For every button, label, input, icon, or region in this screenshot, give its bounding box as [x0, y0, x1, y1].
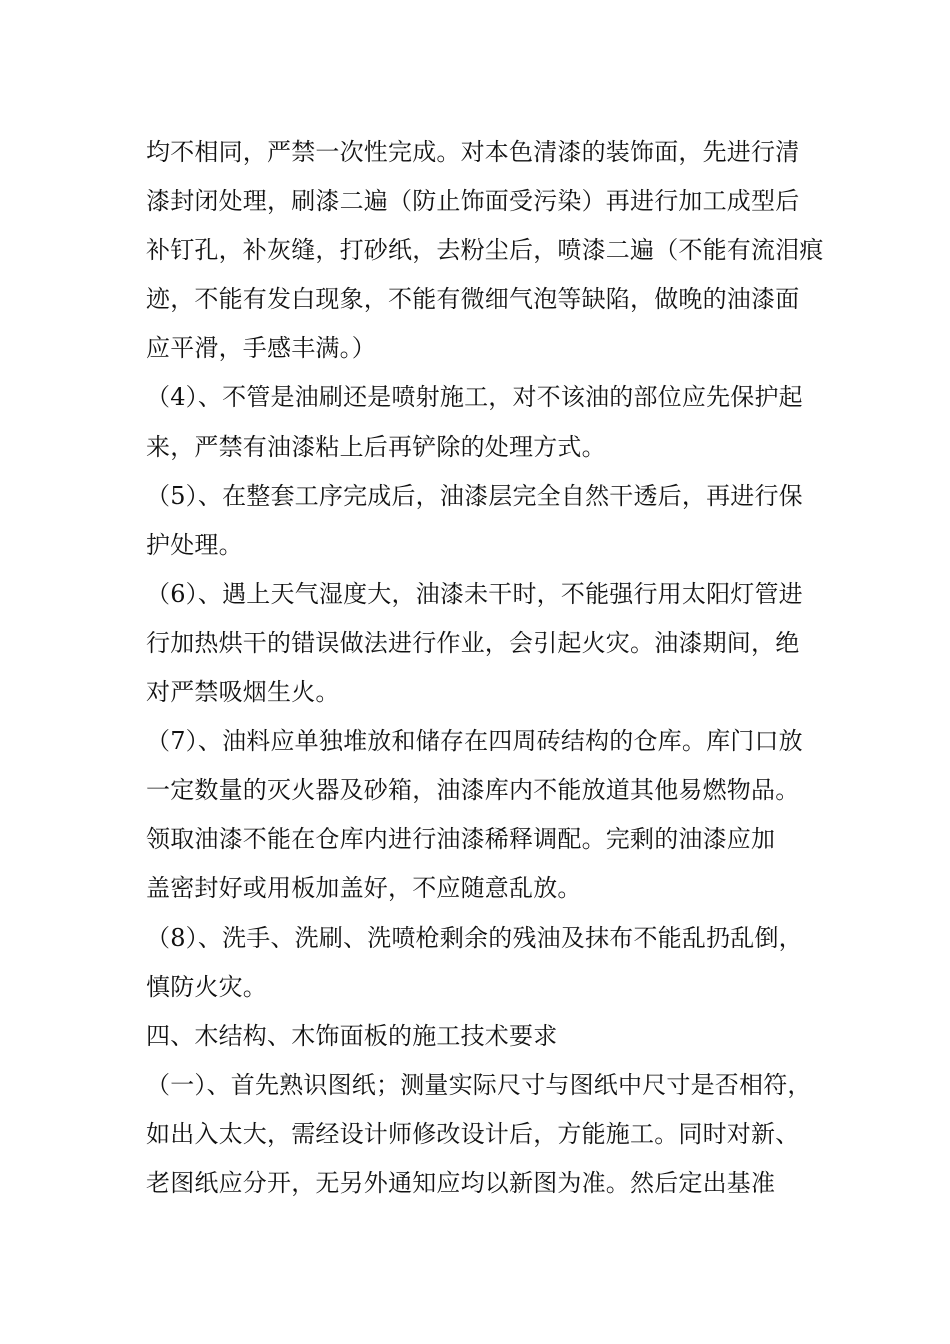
text-line: 均不相同，严禁一次性完成。对本色清漆的装饰面，先进行清 [146, 138, 800, 166]
section-heading: 四、木结构、木饰面板的施工技术要求 [146, 1021, 558, 1050]
text-line: （一）、首先熟识图纸；测量实际尺寸与图纸中尺寸是否相符， [146, 1070, 812, 1099]
text-line: 漆封闭处理，刷漆二遍（防止饰面受污染）再进行加工成型后 [146, 187, 800, 216]
text-line: 来，严禁有油漆粘上后再铲除的处理方式。 [146, 432, 606, 461]
text-line: 一定数量的灭火器及砂箱，油漆库内不能放道其他易燃物品。 [146, 776, 800, 805]
text-line: （8）、洗手、洗刷、洗喷枪剩余的残油及抹布不能乱扔乱倒， [146, 923, 803, 952]
text-line: 护处理。 [146, 530, 243, 559]
text-line: 行加热烘干的错误做法进行作业，会引起火灾。油漆期间，绝 [146, 628, 800, 657]
text-line: 领取油漆不能在仓库内进行油漆稀释调配。完剩的油漆应加 [146, 825, 776, 854]
text-line: （7）、油料应单独堆放和储存在四周砖结构的仓库。库门口放 [146, 727, 803, 756]
text-line: 应平滑，手感丰满。） [146, 334, 376, 363]
text-line: 对严禁吸烟生火。 [146, 678, 340, 707]
text-line: 慎防火灾。 [146, 972, 267, 1001]
text-line: 迹，不能有发白现象，不能有微细气泡等缺陷，做晚的油漆面 [146, 285, 800, 314]
text-line: 如出入太大，需经设计师修改设计后，方能施工。同时对新、 [146, 1119, 800, 1148]
text-line: （5）、在整套工序完成后，油漆层完全自然干透后，再进行保 [146, 481, 803, 510]
text-line: （6）、遇上天气湿度大，油漆未干时，不能强行用太阳灯管进 [146, 579, 803, 608]
document-text [146, 128, 826, 1208]
text-line: （4）、不管是油刷还是喷射施工，对不该油的部位应先保护起 [146, 383, 803, 412]
text-line: 老图纸应分开，无另外通知应均以新图为准。然后定出基准 [146, 1168, 776, 1197]
text-line: 补钉孔，补灰缝，打砂纸，去粉尘后，喷漆二遍（不能有流泪痕 [146, 236, 824, 265]
text-line: 盖密封好或用板加盖好，不应随意乱放。 [146, 874, 582, 903]
